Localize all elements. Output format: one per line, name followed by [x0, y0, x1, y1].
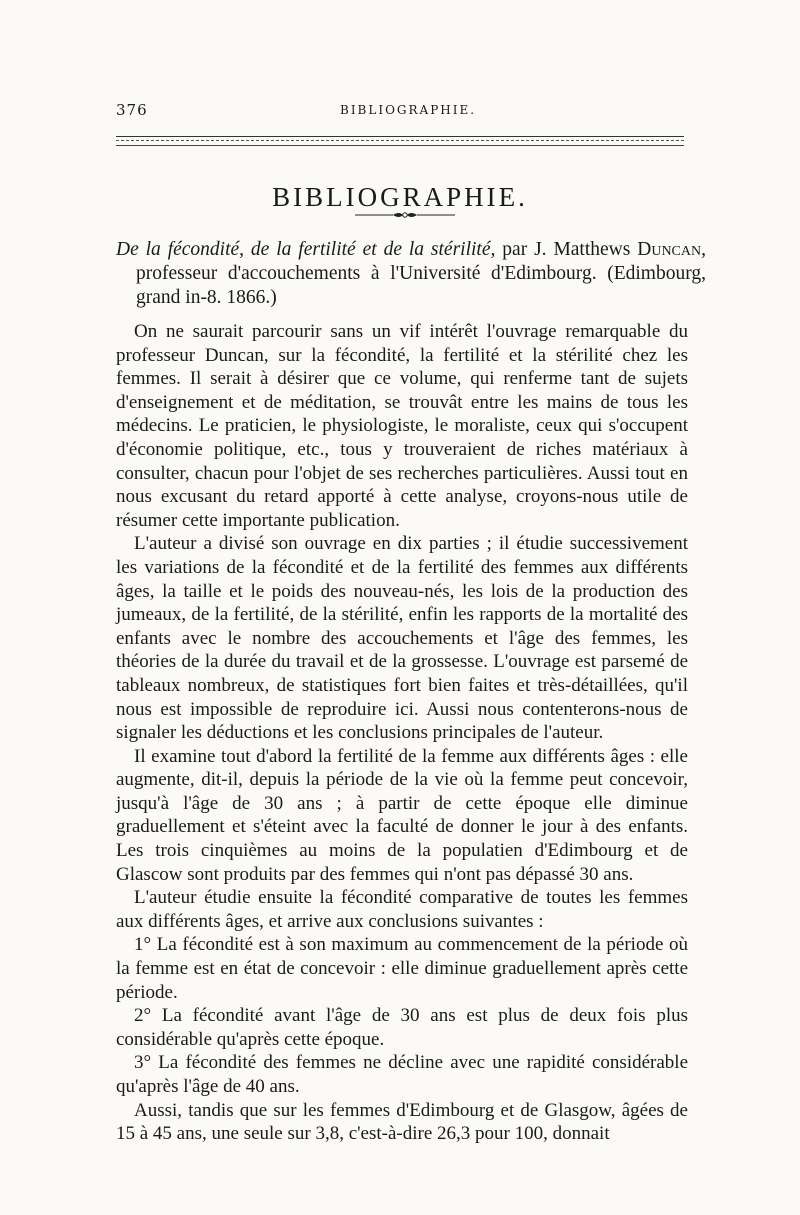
header-rule — [116, 140, 684, 141]
paragraph: On ne saurait parcourir sans un vif intérêt l'ouvrage remarquable du professeur Duncan, sur la fécondité, la fertilité et la stérilité chez les femmes. Il serait à désirer que ce volume, qui renferme tant de sujets d'enseignement et de méditation, se trouvât entre les mains de tous les médecins. Le praticien, le physiologiste, le moraliste, ceux qui s'occupent d'économie politique, etc., tous y trouveraient de riches matériaux à consulter, chacun pour l'objet de ses recherches particulières. Aussi tout en nous excusant du retard apporté à cette analyse, croyons-nous utile de résumer cette importante publication. — [116, 321, 688, 531]
section-title: BIBLIOGRAPHIE. — [272, 182, 528, 213]
review-body — [116, 320, 688, 1146]
bibliography-entry — [116, 238, 706, 310]
book-author: Duncan — [637, 239, 702, 260]
paragraph: L'auteur a divisé son ouvrage en dix parties ; il étudie successivement les variations de la fécondité et de la fertilité des femmes aux différents âges, la taille et le poids des nouveau-nés, les lois de la production des jumeaux, de la fertilité, de la stérilité, enfin les rapports de la mortalité des enfants avec le nombre des accouchements et l'âge des femmes, les théories de la durée du travail et de la grossesse. L'ouvrage est parsemé de tableaux nombreux, de statistiques fort bien faites et très-détaillées, qu'il nous est impossible de reproduire ici. Aussi nous contenterons-nous de signaler les déductions et les conclusions principales de l'auteur. — [116, 533, 688, 744]
paragraph: Aussi, tandis que sur les femmes d'Edimbourg et de Glasgow, âgées de 15 à 45 ans, une seule sur 3,8, c'est-à-dire 26,3 pour 100, donnait — [116, 1099, 688, 1145]
book-title: De la fécondité, de la fertilité et de la stérilité, — [116, 239, 496, 260]
paragraph: Il examine tout d'abord la fertilité de la femme aux différents âges : elle augmente, dit-il, depuis la période de la vie où la femme peut concevoir, jusqu'à l'âge de 30 ans ; à partir de cette époque elle diminue graduellement et s'éteint avec la faculté de donner le jour à des enfants. Les trois cinquièmes au moins de la populatien d'Edimbourg et de Glascow sont produits par des femmes qui n'ont pas dépassé 30 ans. — [116, 745, 688, 885]
running-title: BIBLIOGRAPHIE. — [340, 103, 477, 117]
running-head — [116, 101, 684, 123]
paragraph: 3° La fécondité des femmes ne décline avec une rapidité considérable qu'après l'âge de 40 ans. — [116, 1052, 688, 1097]
paragraph: 2° La fécondité avant l'âge de 30 ans est plus de deux fois plus considérable qu'après cette époque. — [116, 1005, 688, 1050]
ornament-divider — [355, 211, 455, 219]
entry-details: , professeur d'accouchements à l'Université d'Edimbourg. (Edimbourg, grand in-8. 1866.) — [136, 239, 706, 308]
paragraph: L'auteur étudie ensuite la fécondité comparative de toutes les femmes aux différents âges, et arrive aux conclusions suivantes : — [116, 887, 688, 932]
header-rule — [116, 145, 684, 146]
page-number: 376 — [116, 101, 148, 119]
header-rule — [116, 136, 684, 137]
paragraph: 1° La fécondité est à son maximum au commencement de la période où la femme est en état de concevoir : elle diminue graduellement après cette période. — [116, 934, 688, 1003]
entry-by: par J. Matthews — [495, 239, 638, 260]
